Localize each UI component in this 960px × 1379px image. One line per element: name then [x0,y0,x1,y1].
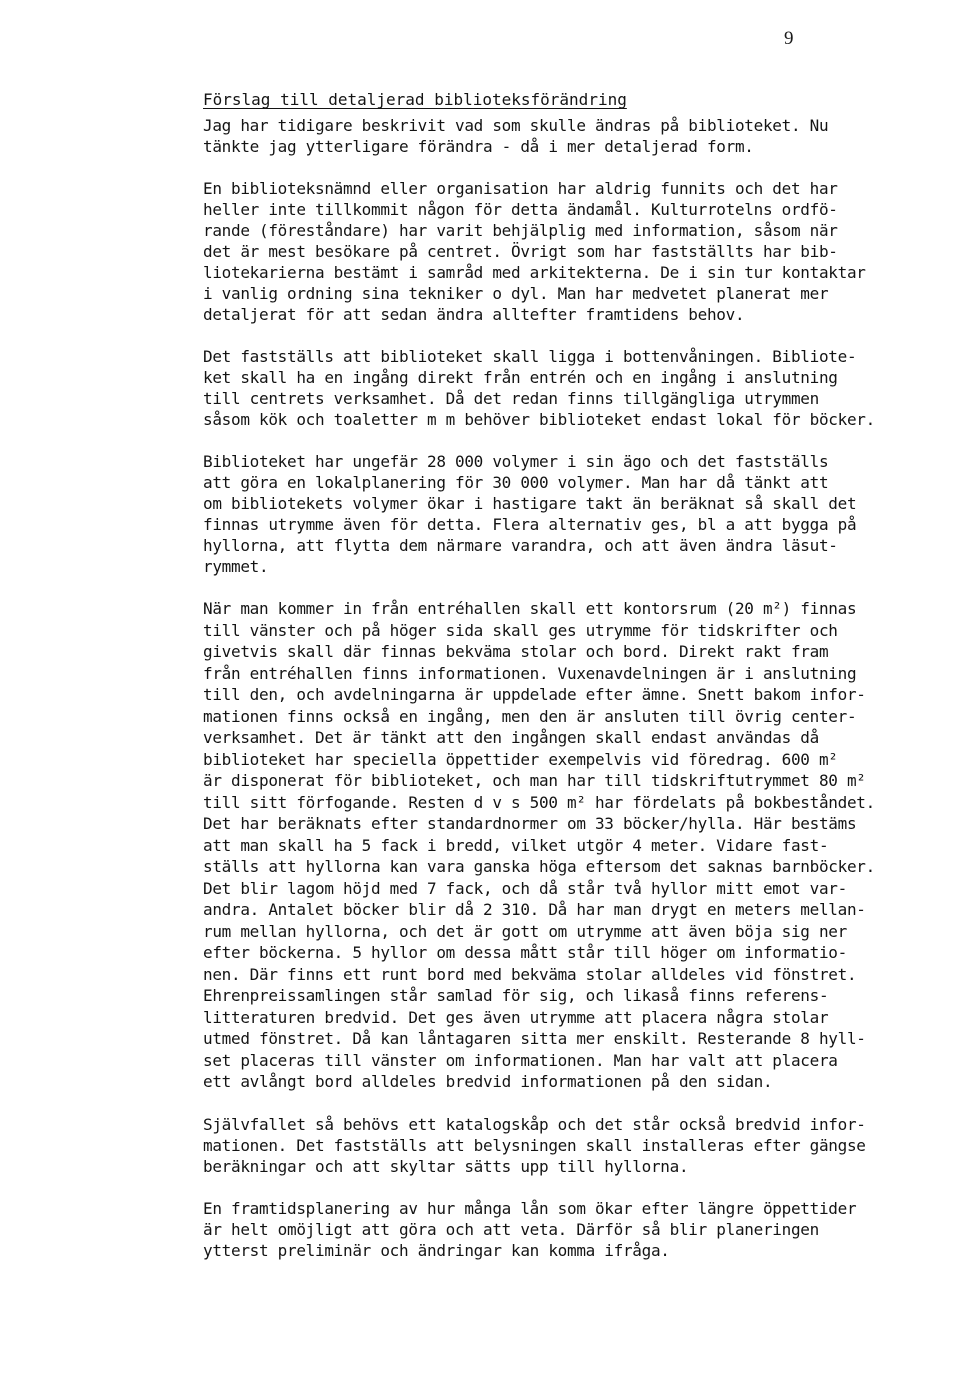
text-line: i vanlig ordning sina tekniker o dyl. Man har medvetet planerat mer [203,284,829,303]
text-line: biblioteket har speciella öppettider exempelvis vid föredrag. 600 m² [203,749,838,769]
text-line: att man skall ha 5 fack i bredd, vilket utgör 4 meter. Vidare fast- [203,835,829,855]
text-line: nen. Där finns ett runt bord med bekväma stolar alldeles vid fönstret. [203,964,857,984]
text-line: rymmet. [203,557,269,576]
text-line: ett avlångt bord alldeles bredvid informationen på den sidan. [203,1072,773,1091]
text-line: En framtidsplanering av hur många lån som ökar efter längre öppettider [203,1198,857,1218]
text-line: Det blir lagom höjd med 7 fack, och då står två hyllor mitt emot var- [203,878,847,898]
text-line: rum mellan hyllorna, och det är gott om utrymme att även böja sig ner [203,921,847,941]
paragraph-future [203,1198,918,1261]
text-line: Biblioteket har ungefär 28 000 volymer i sin ägo och det fastställs [203,452,829,471]
text-line: Det fastställs att biblioteket skall ligga i bottenvåningen. Bibliote- [203,347,857,366]
paragraph-layout [203,598,918,1093]
text-line: mationen finns också en ingång, men den är ansluten till övrig center- [203,706,857,726]
text-line: ytterst preliminär och ändringar kan komma ifråga. [203,1240,670,1260]
text-line: såsom kök och toaletter m m behöver biblioteket endast lokal för böcker. [203,410,875,429]
text-line: till den, och avdelningarna är uppdelade efter ämne. Snett bakom infor- [203,685,866,704]
text-line: Självfallet så behövs ett katalogskåp och det står också bredvid infor- [203,1114,866,1134]
text-line: från entréhallen finns informationen. Vuxenavdelningen är i anslutning [203,663,857,683]
text-line: till centrets verksamhet. Då det redan finns tillgängliga utrymmen [203,389,819,408]
text-line: rande (föreståndare) har varit behjälplig med information, såsom när [203,221,838,240]
paragraph-catalogue [203,1114,918,1177]
text-line: mationen. Det fastställs att belysningen skall installeras efter gängse [203,1135,866,1155]
text-line: utmed fönstret. Då kan låntagaren sitta mer enskilt. Resterande 8 hyll- [203,1029,866,1048]
page-number: 9 [784,28,794,49]
text-line: att göra en lokalplanering för 30 000 volymer. Man har då tänkt att [203,473,829,492]
text-line: andra. Antalet böcker blir då 2 310. Då har man drygt en meters mellan- [203,900,866,919]
text-line: om bibliotekets volymer ökar i hastigare takt än beräknat så skall det [203,494,857,513]
text-line: set placeras till vänster om informationen. Man har valt att placera [203,1050,838,1070]
paragraph-organisation [203,178,918,325]
text-line: Det har beräknats efter standardnormer om 33 böcker/hylla. Här bestäms [203,814,857,833]
text-line: tänkte jag ytterligare förändra - då i mer detaljerad form. [203,137,754,156]
text-line: är helt omöjligt att göra och att veta. Därför så blir planeringen [203,1219,819,1239]
document-body [203,89,918,1282]
text-line: det är mest besökare på centret. Övrigt som har fastställts har bib- [203,242,838,261]
text-line: En biblioteksnämnd eller organisation har aldrig funnits och det har [203,179,838,198]
text-line: finnas utrymme även för detta. Flera alternativ ges, bl a att bygga på [203,515,857,534]
text-line: ket skall ha en ingång direkt från entrén och en ingång i anslutning [203,368,838,387]
text-line: ställs att hyllorna kan vara ganska höga eftersom det saknas barnböcker. [203,857,875,876]
text-line: heller inte tillkommit någon för detta ändamål. Kulturrotelns ordfö- [203,200,838,219]
paragraph-volumes [203,451,918,577]
text-line: verksamhet. Det är tänkt att den ingången skall endast användas då [203,728,819,747]
text-line: detaljerat för att sedan ändra alltefter framtidens behov. [203,305,745,324]
paragraph-intro [203,115,918,157]
text-line: givetvis skall där finnas bekväma stolar och bord. Direkt rakt fram [203,642,829,661]
paragraph-location [203,346,918,430]
text-line: beräkningar och att skyltar sätts upp till hyllorna. [203,1156,689,1176]
text-line: När man kommer in från entréhallen skall ett kontorsrum (20 m²) finnas [203,599,857,618]
text-line: efter böckerna. 5 hyllor om dessa mått står till höger om informatio- [203,943,847,962]
text-line: Ehrenpreissamlingen står samlad för sig, och likaså finns referens- [203,986,829,1005]
section-heading: Förslag till detaljerad biblioteksförändring [203,90,627,109]
text-line: liotekarierna bestämt i samråd med arkitekterna. De i sin tur kontaktar [203,263,866,282]
text-line: är disponerat för biblioteket, och man har till tidskriftutrymmet 80 m² [203,771,866,790]
text-line: Jag har tidigare beskrivit vad som skulle ändras på biblioteket. Nu [203,116,829,135]
text-line: till sitt förfogande. Resten d v s 500 m² har fördelats på bokbeståndet. [203,792,875,812]
text-line: litteraturen bredvid. Det ges även utrymme att placera några stolar [203,1007,829,1027]
text-line: hyllorna, att flytta dem närmare varandra, och att även ändra läsut- [203,536,838,555]
text-line: till vänster och på höger sida skall ges utrymme för tidskrifter och [203,620,838,640]
